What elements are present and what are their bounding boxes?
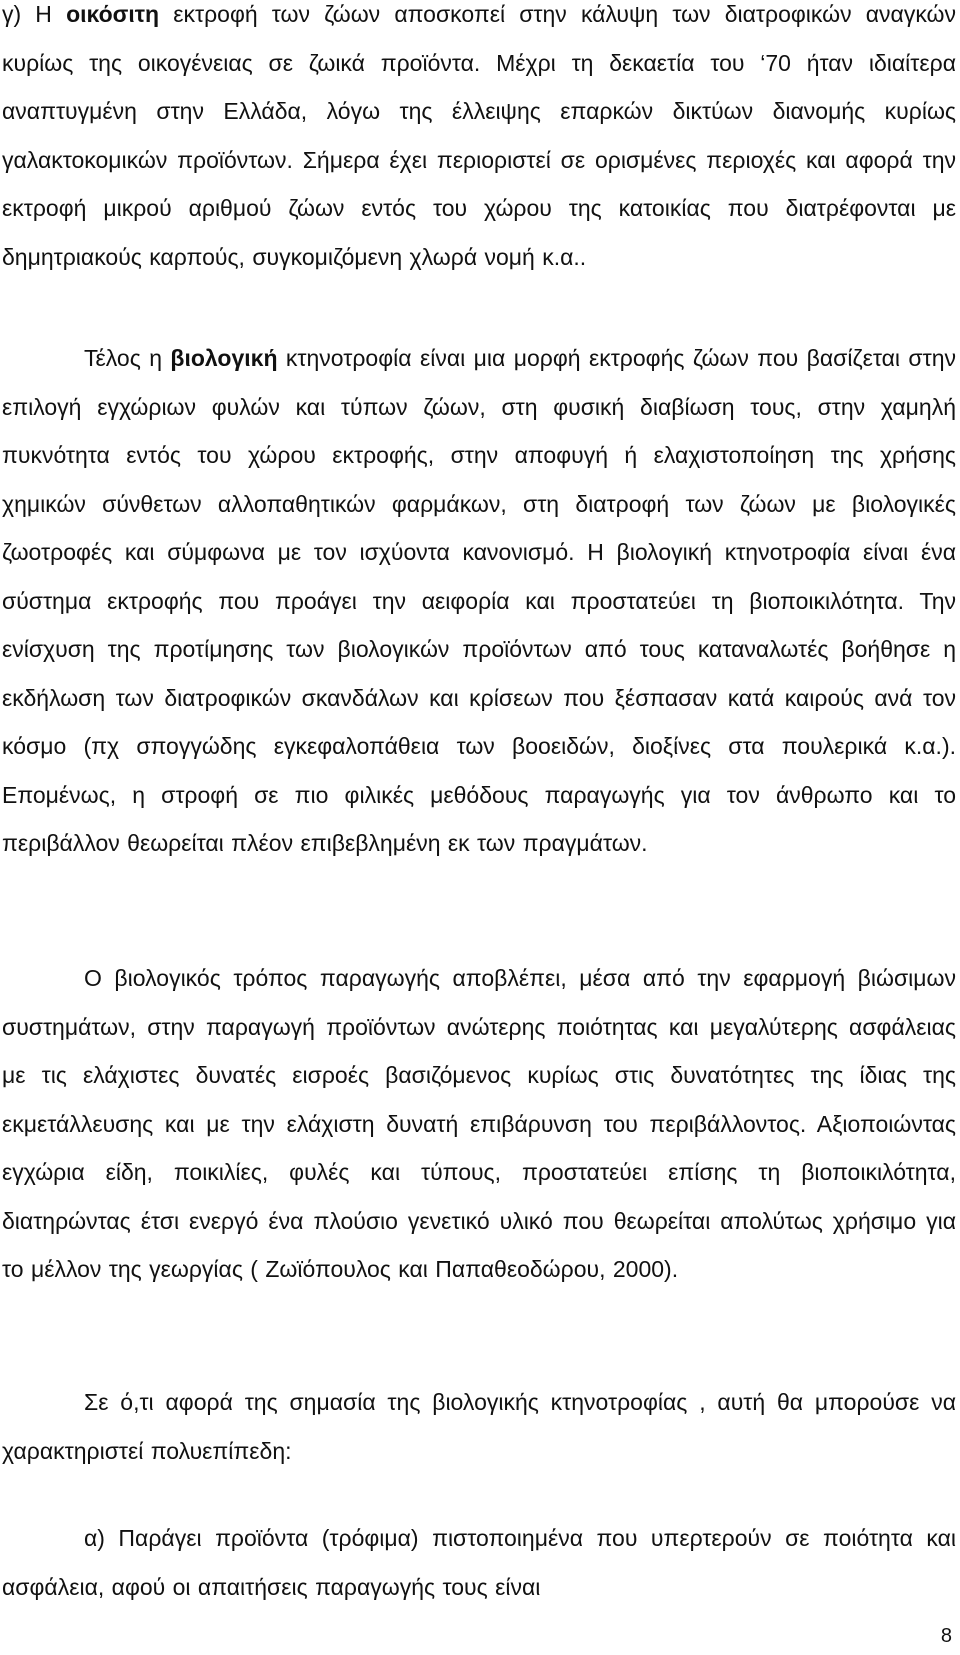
- text-segment: Τέλος η: [84, 345, 171, 371]
- text-segment: κτηνοτροφία είναι μια μορφή εκτροφής ζώων που βασίζεται στην επιλογή εγχώριων φυλών και τύπων ζώων, στη φυσική διαβίωση τους, στην χαμηλή πυκνότητα εντός του χώρου εκτροφής, στην αποφυγή ή ελαχιστοποίηση της χρήσης χημικών σύνθετων αλλοπαθητικών φαρμάκων, στη διατροφή των ζώων με βιολογικές ζωοτροφές και σύμφωνα με τον ισχύοντα κανονισμό. Η βιολογική κτηνοτροφία είναι ένα σύστημα εκτροφής που προάγει την αειφορία και προστατεύει τη βιοποικιλότητα. Την ενίσχυση της προτίμησης των βιολογικών προϊόντων από τους καταναλωτές βοήθησε η εκδήλωση των διατροφικών σκανδάλων και κρίσεων που ξέσπασαν κατά καιρούς ανά τον κόσμο (πχ σπογγώδης εγκεφαλοπάθεια των βοοειδών, διοξίνες στα πουλερικά κ.α.). Επομένως, η στροφή σε πιο φιλικές μεθόδους παραγωγής για τον άνθρωπο και το περιβάλλον θεωρείται πλέον επιβεβλημένη εκ των πραγμάτων.: [2, 345, 956, 856]
- bold-term: οικόσιτη: [66, 1, 160, 27]
- text-segment: εκτροφή των ζώων αποσκοπεί στην κάλυψη των διατροφικών αναγκών κυρίως της οικογένειας σε ζωικά προϊόντα. Μέχρι τη δεκαετία του ‘70 ήταν ιδιαίτερα αναπτυγμένη στην Ελλάδα, λόγω της έλλειψης επαρκών δικτύων διανομής κυρίως γαλακτοκομικών προϊόντων. Σήμερα έχει περιοριστεί σε ορισμένες περιοχές και αφορά την εκτροφή μικρού αριθμού ζώων εντός του χώρου της κατοικίας που διατρέφονται με δημητριακούς καρπούς, συγκομιζόμενη χλωρά νομή κ.α..: [2, 1, 956, 270]
- paragraph-organic-production: [2, 954, 956, 1294]
- bold-term: βιολογική: [170, 345, 278, 371]
- text-segment: Σε ό,τι αφορά της σημασία της βιολογικής κτηνοτροφίας , αυτή θα μπορούσε να χαρακτηριστεί πολυεπίπεδη:: [2, 1389, 956, 1464]
- text-segment: γ) Η: [2, 1, 67, 27]
- paragraph-importance: [2, 1378, 956, 1475]
- paragraph-organic-livestock: [2, 334, 956, 868]
- paragraph-list-item-a: [2, 1514, 956, 1611]
- text-segment: Ο βιολογικός τρόπος παραγωγής αποβλέπει, μέσα από την εφαρμογή βιώσιμων συστημάτων, στην παραγωγή προϊόντων ανώτερης ποιότητας και μεγαλύτερης ασφάλειας με τις ελάχιστες δυνατές εισροές βασιζόμενος κυρίως στις δυνατότητες της ίδιας της εκμετάλλευσης και με την ελάχιστη δυνατή επιβάρυνση του περιβάλλοντος. Αξιοποιώντας εγχώρια είδη, ποικιλίες, φυλές και τύπους, προστατεύει επίσης τη βιοποικιλότητα, διατηρώντας έτσι ενεργό ένα πλούσιο γενετικό υλικό που θεωρείται απολύτως χρήσιμο για το μέλλον της γεωργίας ( Ζωϊόπουλος και Παπαθεοδώρου, 2000).: [2, 965, 956, 1282]
- paragraph-household-farming: [2, 0, 956, 281]
- page-number: 8: [940, 1625, 952, 1647]
- text-segment: α) Παράγει προϊόντα (τρόφιμα) πιστοποιημένα που υπερτερούν σε ποιότητα και ασφάλεια, αφού οι απαιτήσεις παραγωγής τους είναι: [2, 1525, 956, 1600]
